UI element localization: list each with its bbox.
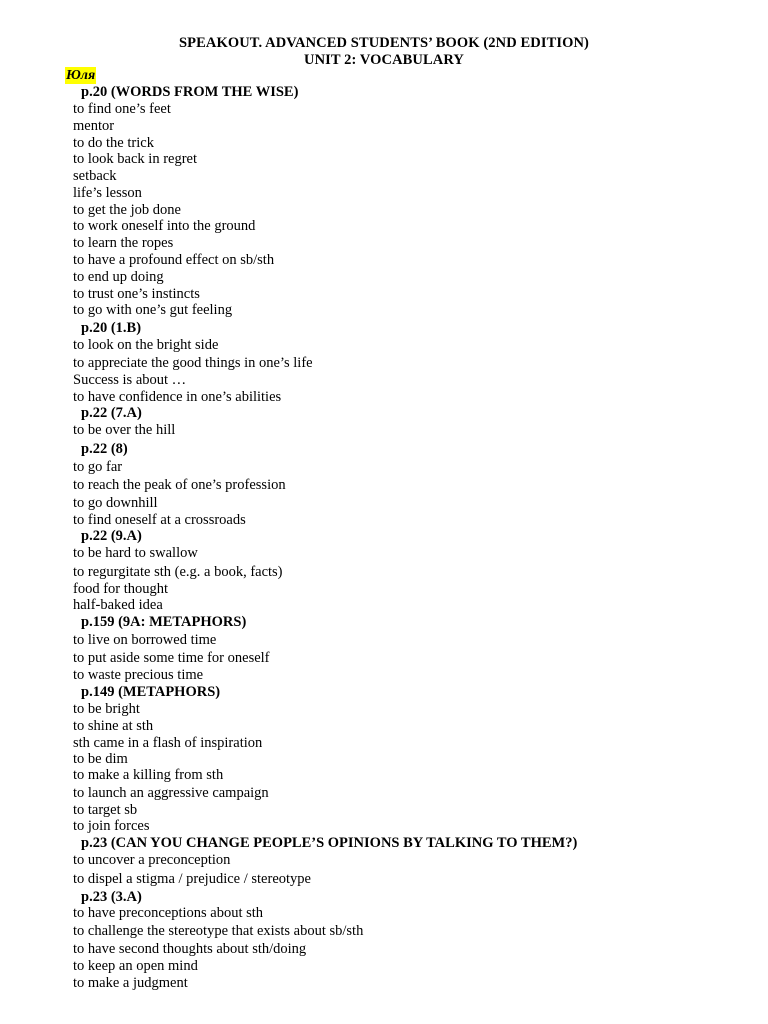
vocabulary-item: to have preconceptions about sth	[73, 905, 264, 921]
document-subtitle: UNIT 2: VOCABULARY	[304, 52, 464, 68]
vocabulary-item: to go downhill	[73, 495, 158, 511]
vocabulary-item: Success is about …	[73, 372, 187, 388]
vocabulary-item: to have a profound effect on sb/sth	[73, 252, 275, 268]
section-heading: p.159 (9A: METAPHORS)	[81, 614, 247, 630]
vocabulary-item: to find oneself at a crossroads	[73, 512, 246, 528]
section-heading: p.22 (8)	[81, 441, 128, 457]
vocabulary-item: to live on borrowed time	[73, 632, 217, 648]
vocabulary-item: to regurgitate sth (e.g. a book, facts)	[73, 564, 283, 580]
vocabulary-item: to waste precious time	[73, 667, 204, 683]
vocabulary-item: to look back in regret	[73, 151, 198, 167]
vocabulary-item: to challenge the stereotype that exists about sb/sth	[73, 923, 364, 939]
vocabulary-item: to go with one’s gut feeling	[73, 302, 233, 318]
vocabulary-item: to be hard to swallow	[73, 545, 198, 561]
vocabulary-item: to trust one’s instincts	[73, 286, 200, 302]
vocabulary-item: to join forces	[73, 818, 150, 834]
vocabulary-item: to make a killing from sth	[73, 767, 224, 783]
author-highlight: Юля	[66, 68, 96, 83]
vocabulary-item: mentor	[73, 118, 115, 134]
vocabulary-item: to do the trick	[73, 135, 154, 151]
vocabulary-item: to look on the bright side	[73, 337, 219, 353]
section-heading: p.23 (CAN YOU CHANGE PEOPLE’S OPINIONS BY TALKING TO THEM?)	[81, 835, 578, 851]
section-heading: p.22 (9.A)	[81, 528, 142, 544]
vocabulary-item: to be bright	[73, 701, 140, 717]
section-heading: p.149 (METAPHORS)	[81, 684, 221, 700]
vocabulary-item: to have confidence in one’s abilities	[73, 389, 282, 405]
document-title: SPEAKOUT. ADVANCED STUDENTS’ BOOK (2ND EDITION)	[179, 35, 589, 51]
vocabulary-item: setback	[73, 168, 117, 184]
vocabulary-item: to get the job done	[73, 202, 181, 218]
vocabulary-item: to be dim	[73, 751, 128, 767]
vocabulary-item: to go far	[73, 459, 123, 475]
vocabulary-item: life’s lesson	[73, 185, 142, 201]
vocabulary-item: to put aside some time for oneself	[73, 650, 270, 666]
vocabulary-item: sth came in a flash of inspiration	[73, 735, 263, 751]
vocabulary-item: to make a judgment	[73, 975, 188, 991]
vocabulary-item: food for thought	[73, 581, 169, 597]
vocabulary-item: to be over the hill	[73, 422, 176, 438]
section-heading: p.20 (WORDS FROM THE WISE)	[81, 84, 299, 100]
vocabulary-item: half-baked idea	[73, 597, 163, 613]
vocabulary-item: to target sb	[73, 802, 138, 818]
section-heading: p.22 (7.A)	[81, 405, 142, 421]
vocabulary-item: to find one’s feet	[73, 101, 171, 117]
vocabulary-item: to work oneself into the ground	[73, 218, 256, 234]
section-heading: p.20 (1.B)	[81, 320, 142, 336]
section-heading: p.23 (3.A)	[81, 889, 142, 905]
vocabulary-item: to dispel a stigma / prejudice / stereotype	[73, 871, 311, 887]
vocabulary-item: to learn the ropes	[73, 235, 174, 251]
vocabulary-item: to have second thoughts about sth/doing	[73, 941, 307, 957]
vocabulary-item: to uncover a preconception	[73, 852, 231, 868]
vocabulary-item: to shine at sth	[73, 718, 154, 734]
vocabulary-item: to keep an open mind	[73, 958, 198, 974]
vocabulary-item: to appreciate the good things in one’s life	[73, 355, 313, 371]
vocabulary-item: to launch an aggressive campaign	[73, 785, 269, 801]
vocabulary-item: to end up doing	[73, 269, 164, 285]
vocabulary-item: to reach the peak of one’s profession	[73, 477, 286, 493]
